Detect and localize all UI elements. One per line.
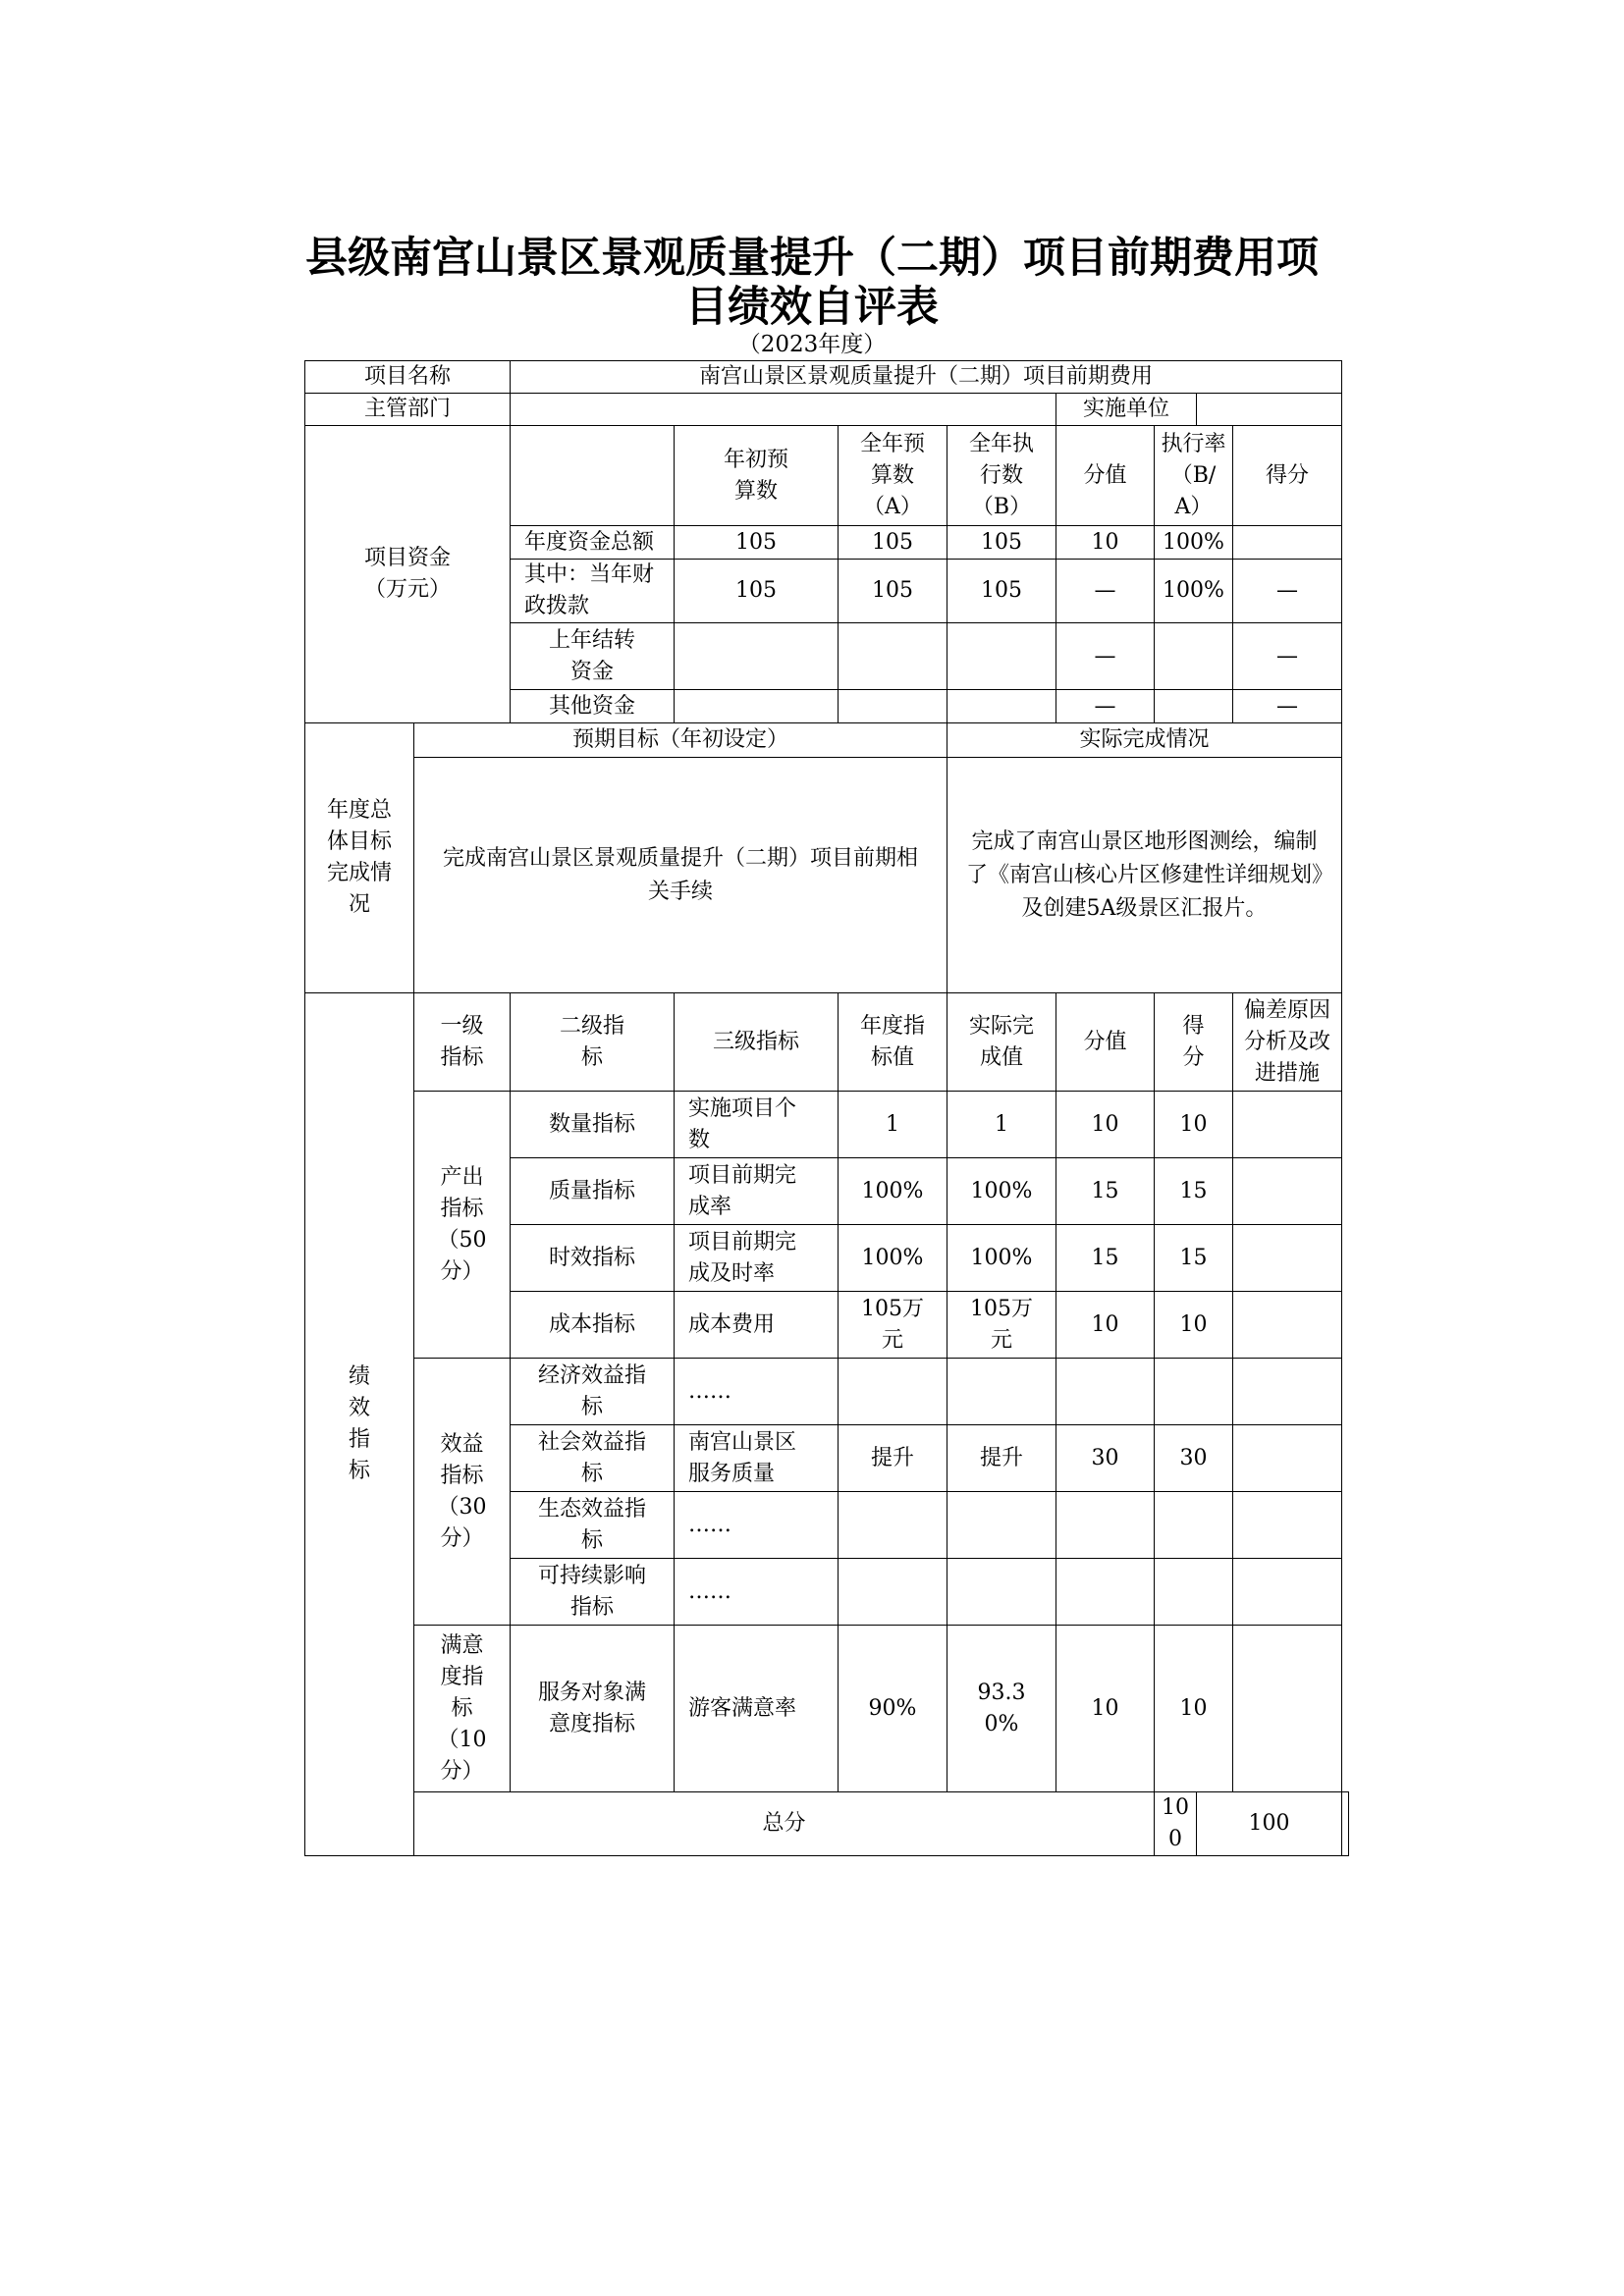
funds-row-rate: 100% <box>1155 560 1233 623</box>
funds-row-score: — <box>1233 623 1342 690</box>
perf-note <box>1233 1092 1342 1158</box>
total-label: 总分 <box>414 1792 1155 1856</box>
perf-l3: 成本费用 <box>675 1292 839 1359</box>
funds-row-score-value: — <box>1056 560 1155 623</box>
perf-score: 15 <box>1155 1158 1233 1225</box>
year-caption: （2023年度） <box>737 332 887 357</box>
perf-l2: 社会效益指标 <box>511 1425 675 1492</box>
funds-row-annual: 105 <box>839 560 947 623</box>
funds-label: 项目资金（万元） <box>305 426 511 723</box>
funds-header-rate: 执行率（B/A） <box>1155 426 1233 526</box>
perf-l2: 质量指标 <box>511 1158 675 1225</box>
funds-row-executed: 105 <box>947 560 1056 623</box>
funds-header-blank <box>511 426 675 526</box>
perf-target: 100% <box>839 1158 947 1225</box>
perf-actual: 105万元 <box>947 1292 1056 1359</box>
perf-actual <box>947 1492 1056 1559</box>
perf-l3: 实施项目个数 <box>675 1092 839 1158</box>
goal-label: 年度总体目标完成情况 <box>305 723 414 993</box>
perf-header-score: 得分 <box>1155 993 1233 1092</box>
perf-header-value: 分值 <box>1056 993 1155 1092</box>
perf-note <box>1233 1492 1342 1559</box>
perf-score: 30 <box>1155 1425 1233 1492</box>
funds-row-name: 上年结转资金 <box>511 623 675 690</box>
funds-row-rate <box>1155 690 1233 723</box>
goal-actual-header: 实际完成情况 <box>947 723 1342 758</box>
funds-row-executed <box>947 690 1056 723</box>
self-evaluation-table <box>304 360 1349 1856</box>
perf-value: 30 <box>1056 1425 1155 1492</box>
funds-row-initial: 105 <box>675 560 839 623</box>
funds-row-initial <box>675 623 839 690</box>
funds-row-initial <box>675 690 839 723</box>
funds-row-score: — <box>1233 690 1342 723</box>
perf-value <box>1056 1492 1155 1559</box>
perf-header-l1: 一级指标 <box>414 993 511 1092</box>
funds-row-score-value: 10 <box>1056 526 1155 560</box>
perf-header-l3: 三级指标 <box>675 993 839 1092</box>
perf-actual: 100% <box>947 1225 1056 1292</box>
perf-score <box>1155 1492 1233 1559</box>
perf-l2: 时效指标 <box>511 1225 675 1292</box>
perf-l3: …… <box>675 1559 839 1626</box>
perf-l3: …… <box>675 1492 839 1559</box>
dept-label: 主管部门 <box>305 394 511 426</box>
perf-l3: 项目前期完成及时率 <box>675 1225 839 1292</box>
perf-l3: 项目前期完成率 <box>675 1158 839 1225</box>
perf-target: 100% <box>839 1225 947 1292</box>
perf-l2: 服务对象满意度指标 <box>511 1626 675 1792</box>
perf-note <box>1233 1158 1342 1225</box>
perf-value: 10 <box>1056 1292 1155 1359</box>
funds-row-executed: 105 <box>947 526 1056 560</box>
funds-row-initial: 105 <box>675 526 839 560</box>
funds-row-executed <box>947 623 1056 690</box>
perf-value: 15 <box>1056 1158 1155 1225</box>
perf-value <box>1056 1359 1155 1425</box>
funds-header-executed: 全年执行数（B） <box>947 426 1056 526</box>
goal-actual: 完成了南宫山景区地形图测绘，编制了《南宫山核心片区修建性详细规划》及创建5A级景区汇报片。 <box>947 758 1342 993</box>
dept-value <box>511 394 1056 426</box>
perf-target: 提升 <box>839 1425 947 1492</box>
perf-value: 15 <box>1056 1225 1155 1292</box>
total-value: 100 <box>1155 1792 1197 1856</box>
perf-l2: 生态效益指标 <box>511 1492 675 1559</box>
perf-actual: 100% <box>947 1158 1056 1225</box>
funds-row-score-value: — <box>1056 623 1155 690</box>
perf-target: 105万元 <box>839 1292 947 1359</box>
funds-row-score <box>1233 526 1342 560</box>
perf-target <box>839 1559 947 1626</box>
perf-actual <box>947 1359 1056 1425</box>
perf-actual: 1 <box>947 1092 1056 1158</box>
perf-note <box>1233 1292 1342 1359</box>
goal-expected-header: 预期目标（年初设定） <box>414 723 947 758</box>
funds-row-name: 其他资金 <box>511 690 675 723</box>
unit-value <box>1197 394 1342 426</box>
perf-actual: 93.30% <box>947 1626 1056 1792</box>
funds-row-name: 年度资金总额 <box>511 526 675 560</box>
perf-l3: 游客满意率 <box>675 1626 839 1792</box>
perf-target: 90% <box>839 1626 947 1792</box>
perf-header-actual: 实际完成值 <box>947 993 1056 1092</box>
perf-note <box>1233 1225 1342 1292</box>
perf-score <box>1155 1359 1233 1425</box>
perf-header-l2: 二级指标 <box>511 993 675 1092</box>
funds-row-rate <box>1155 623 1233 690</box>
funds-row-annual <box>839 623 947 690</box>
total-note <box>1342 1792 1349 1856</box>
perf-header-target: 年度指标值 <box>839 993 947 1092</box>
perf-group-name: 产出指标（50分） <box>414 1092 511 1359</box>
perf-note <box>1233 1425 1342 1492</box>
perf-note <box>1233 1559 1342 1626</box>
funds-header-score: 得分 <box>1233 426 1342 526</box>
perf-group-name: 效益指标（30分） <box>414 1359 511 1626</box>
perf-value <box>1056 1559 1155 1626</box>
perf-l3: 南宫山景区服务质量 <box>675 1425 839 1492</box>
perf-header-note: 偏差原因分析及改进措施 <box>1233 993 1342 1092</box>
perf-note <box>1233 1626 1342 1792</box>
project-name-value: 南宫山景区景观质量提升（二期）项目前期费用 <box>511 361 1342 394</box>
funds-header-annual: 全年预算数（A） <box>839 426 947 526</box>
page-title: 县级南宫山景区景观质量提升（二期）项目前期费用项目绩效自评表 <box>305 234 1319 332</box>
perf-score: 15 <box>1155 1225 1233 1292</box>
perf-group-name: 满意度指标（10分） <box>414 1626 511 1792</box>
funds-row-annual: 105 <box>839 526 947 560</box>
funds-row-score: — <box>1233 560 1342 623</box>
unit-label: 实施单位 <box>1056 394 1197 426</box>
funds-row-name: 其中：当年财政拨款 <box>511 560 675 623</box>
perf-l3: …… <box>675 1359 839 1425</box>
perf-score: 10 <box>1155 1626 1233 1792</box>
perf-value: 10 <box>1056 1626 1155 1792</box>
perf-l2: 数量指标 <box>511 1092 675 1158</box>
funds-row-score-value: — <box>1056 690 1155 723</box>
perf-target <box>839 1359 947 1425</box>
funds-row-annual <box>839 690 947 723</box>
perf-score: 10 <box>1155 1092 1233 1158</box>
perf-value: 10 <box>1056 1092 1155 1158</box>
perf-l2: 可持续影响指标 <box>511 1559 675 1626</box>
perf-actual: 提升 <box>947 1425 1056 1492</box>
perf-target: 1 <box>839 1092 947 1158</box>
funds-header-initial: 年初预算数 <box>675 426 839 526</box>
project-name-label: 项目名称 <box>305 361 511 394</box>
funds-header-score-value: 分值 <box>1056 426 1155 526</box>
goal-expected: 完成南宫山景区景观质量提升（二期）项目前期相关手续 <box>414 758 947 993</box>
perf-label: 绩效指标 <box>305 993 414 1856</box>
total-score: 100 <box>1197 1792 1342 1856</box>
perf-l2: 成本指标 <box>511 1292 675 1359</box>
perf-actual <box>947 1559 1056 1626</box>
perf-note <box>1233 1359 1342 1425</box>
perf-score <box>1155 1559 1233 1626</box>
perf-l2: 经济效益指标 <box>511 1359 675 1425</box>
perf-score: 10 <box>1155 1292 1233 1359</box>
funds-row-rate: 100% <box>1155 526 1233 560</box>
perf-target <box>839 1492 947 1559</box>
